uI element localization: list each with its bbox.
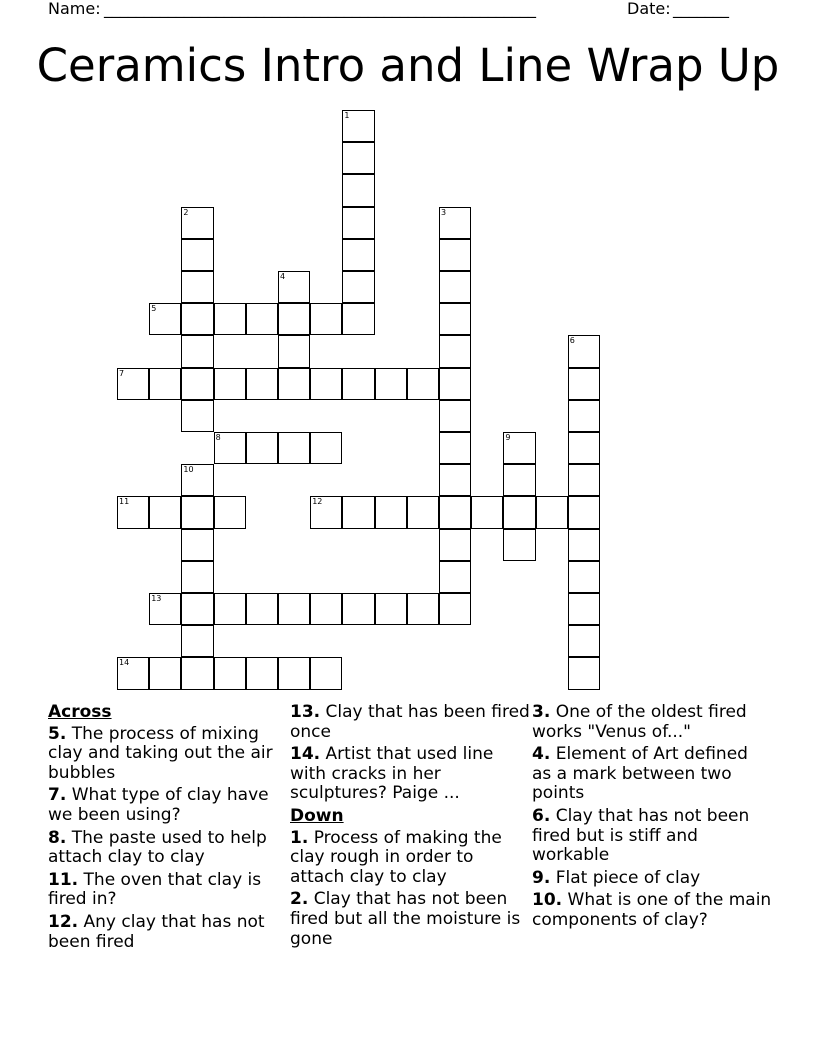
clue-text: The oven that clay is fired in?	[48, 869, 262, 910]
clue-across-12	[48, 913, 284, 952]
grid-cell[interactable]	[342, 303, 374, 335]
grid-cell[interactable]	[375, 368, 407, 400]
grid-cell[interactable]	[246, 368, 278, 400]
clue-down-2	[290, 890, 530, 949]
clue-down-3	[532, 703, 772, 742]
grid-cell[interactable]	[214, 303, 246, 335]
grid-cell[interactable]	[246, 593, 278, 625]
name-field[interactable]: ______________________________________________________	[104, 0, 536, 18]
grid-cell[interactable]	[407, 368, 439, 400]
grid-cell[interactable]	[310, 593, 342, 625]
grid-cell[interactable]	[278, 368, 310, 400]
clue-down-4	[532, 745, 772, 804]
grid-cell[interactable]	[149, 303, 181, 335]
clue-across-11	[48, 871, 284, 910]
grid-cell[interactable]	[278, 271, 310, 303]
grid-cell[interactable]	[246, 303, 278, 335]
grid-cell[interactable]	[342, 174, 374, 206]
grid-cell[interactable]	[181, 561, 213, 593]
cell-number: 12	[312, 497, 323, 507]
cell-number: 6	[569, 336, 575, 346]
grid-cell[interactable]	[439, 335, 471, 367]
clue-text: Clay that has not been fired but all the moisture is gone	[290, 889, 521, 949]
grid-cell[interactable]	[278, 593, 310, 625]
clue-text: Clay that has been fired once	[290, 702, 530, 742]
clue-number: 8.	[48, 827, 67, 848]
grid-cell[interactable]	[342, 496, 374, 528]
cell-number: 14	[119, 658, 130, 668]
grid-cell[interactable]	[342, 593, 374, 625]
clue-number: 2.	[290, 889, 309, 910]
grid-cell[interactable]	[503, 529, 535, 561]
clue-number: 14.	[290, 744, 321, 765]
grid-cell[interactable]	[181, 657, 213, 689]
grid-cell[interactable]	[375, 496, 407, 528]
grid-cell[interactable]	[536, 496, 568, 528]
name-label: Name:	[48, 0, 101, 18]
clue-text: The process of mixing clay and taking out the air bubbles	[48, 723, 273, 783]
clue-number: 4.	[532, 744, 551, 765]
grid-cell[interactable]	[342, 368, 374, 400]
grid-cell[interactable]	[439, 271, 471, 303]
grid-cell[interactable]	[181, 303, 213, 335]
clue-down-10	[532, 891, 772, 930]
grid-cell[interactable]	[342, 110, 374, 142]
cell-number: 1	[344, 111, 350, 120]
grid-cell[interactable]	[149, 368, 181, 400]
clue-across-8	[48, 829, 284, 868]
grid-cell[interactable]	[568, 432, 600, 464]
clue-across-14	[290, 745, 530, 804]
grid-cell[interactable]	[214, 368, 246, 400]
grid-cell[interactable]	[214, 657, 246, 689]
clue-number: 13.	[290, 702, 321, 722]
clue-text: Artist that used line with cracks in her sculptures? Paige ...	[290, 744, 494, 804]
grid-cell[interactable]	[568, 335, 600, 367]
clues-column-3	[532, 703, 772, 934]
clue-number: 12.	[48, 911, 79, 932]
grid-cell[interactable]	[278, 432, 310, 464]
grid-cell[interactable]	[503, 496, 535, 528]
grid-cell[interactable]	[568, 368, 600, 400]
grid-cell[interactable]	[407, 496, 439, 528]
cell-number: 10	[183, 465, 194, 475]
grid-cell[interactable]	[149, 496, 181, 528]
cell-number: 3	[441, 207, 447, 217]
grid-cell[interactable]	[310, 368, 342, 400]
cell-number: 13	[151, 594, 162, 603]
grid-cell[interactable]	[246, 657, 278, 689]
grid-cell[interactable]	[181, 529, 213, 561]
grid-cell[interactable]	[407, 593, 439, 625]
cell-number: 7	[119, 368, 125, 378]
clue-text: What type of clay have we been using?	[48, 785, 269, 825]
grid-cell[interactable]	[214, 432, 246, 464]
down-heading: Down	[290, 805, 344, 826]
grid-cell[interactable]	[181, 335, 213, 367]
clue-text: The paste used to help attach clay to clay	[48, 827, 267, 868]
grid-cell[interactable]	[181, 400, 213, 432]
grid-cell[interactable]	[117, 657, 149, 689]
cell-number: 4	[280, 272, 286, 281]
grid-cell[interactable]	[149, 593, 181, 625]
grid-cell[interactable]	[568, 400, 600, 432]
clue-number: 9.	[532, 867, 551, 888]
clue-text: One of the oldest fired works "Venus of..."	[532, 702, 747, 742]
clue-number: 11.	[48, 869, 79, 890]
date-label: Date:	[627, 0, 671, 18]
grid-cell[interactable]	[503, 432, 535, 464]
cell-number: 11	[119, 497, 130, 507]
grid-cell[interactable]	[439, 207, 471, 239]
clue-number: 5.	[48, 723, 67, 744]
clue-across-7	[48, 786, 284, 825]
grid-cell[interactable]	[181, 271, 213, 303]
grid-cell[interactable]	[439, 593, 471, 625]
grid-cell[interactable]	[310, 432, 342, 464]
grid-cell[interactable]	[439, 400, 471, 432]
grid-cell[interactable]	[310, 657, 342, 689]
cell-number: 2	[183, 207, 189, 217]
grid-cell[interactable]	[568, 496, 600, 528]
grid-cell[interactable]	[181, 464, 213, 496]
grid-cell[interactable]	[471, 496, 503, 528]
grid-cell[interactable]	[278, 335, 310, 367]
clues-column-1	[48, 703, 284, 955]
clue-down-1	[290, 829, 530, 888]
clue-down-9	[532, 869, 772, 889]
grid-cell[interactable]	[568, 625, 600, 657]
grid-cell[interactable]	[439, 464, 471, 496]
grid-cell[interactable]	[503, 464, 535, 496]
grid-cell[interactable]	[439, 368, 471, 400]
grid-cell[interactable]	[181, 207, 213, 239]
grid-cell[interactable]	[181, 625, 213, 657]
grid-cell[interactable]	[342, 271, 374, 303]
cell-number: 5	[151, 304, 157, 314]
grid-cell[interactable]	[439, 561, 471, 593]
grid-cell[interactable]	[568, 593, 600, 625]
grid-cell[interactable]	[181, 593, 213, 625]
grid-cell[interactable]	[342, 207, 374, 239]
grid-cell[interactable]	[439, 432, 471, 464]
grid-cell[interactable]	[375, 593, 407, 625]
grid-cell[interactable]	[214, 593, 246, 625]
clue-text: What is one of the main components of clay?	[532, 890, 772, 930]
clue-number: 6.	[532, 805, 551, 826]
clue-text: Any clay that has not been fired	[48, 911, 265, 952]
clue-down-6	[532, 807, 772, 866]
clue-text: Process of making the clay rough in order to attach clay to clay	[290, 827, 502, 887]
grid-cell[interactable]	[310, 303, 342, 335]
clue-text: Element of Art defined as a mark between two points	[532, 744, 748, 804]
grid-cell[interactable]	[149, 657, 181, 689]
grid-cell[interactable]	[310, 496, 342, 528]
grid-cell[interactable]	[214, 496, 246, 528]
grid-cell[interactable]	[278, 303, 310, 335]
clue-across-13	[290, 703, 530, 742]
grid-cell[interactable]	[568, 657, 600, 689]
cell-number: 9	[505, 433, 511, 442]
across-heading: Across	[48, 702, 112, 722]
clue-number: 3.	[532, 702, 551, 722]
grid-cell[interactable]	[439, 239, 471, 271]
grid-cell[interactable]	[278, 657, 310, 689]
grid-cell[interactable]	[342, 142, 374, 174]
grid-cell[interactable]	[181, 368, 213, 400]
grid-cell[interactable]	[246, 432, 278, 464]
grid-cell[interactable]	[568, 464, 600, 496]
clue-number: 10.	[532, 890, 563, 911]
grid-cell[interactable]	[439, 303, 471, 335]
clue-number: 7.	[48, 785, 67, 806]
grid-cell[interactable]	[439, 496, 471, 528]
grid-cell[interactable]	[181, 496, 213, 528]
grid-cell[interactable]	[181, 239, 213, 271]
clue-text: Clay that has not been fired but is stiff and workable	[532, 805, 750, 866]
grid-cell[interactable]	[117, 496, 149, 528]
grid-cell[interactable]	[568, 561, 600, 593]
cell-number: 8	[215, 433, 221, 442]
grid-cell[interactable]	[568, 529, 600, 561]
clues-column-2	[290, 703, 530, 952]
clue-across-5	[48, 725, 284, 784]
grid-cell[interactable]	[117, 368, 149, 400]
grid-cell[interactable]	[439, 529, 471, 561]
grid-cell[interactable]	[342, 239, 374, 271]
date-field[interactable]: _______	[673, 0, 729, 18]
page-title: Ceramics Intro and Line Wrap Up	[36, 39, 780, 92]
clue-text: Flat piece of clay	[555, 867, 701, 888]
clue-number: 1.	[290, 827, 309, 848]
